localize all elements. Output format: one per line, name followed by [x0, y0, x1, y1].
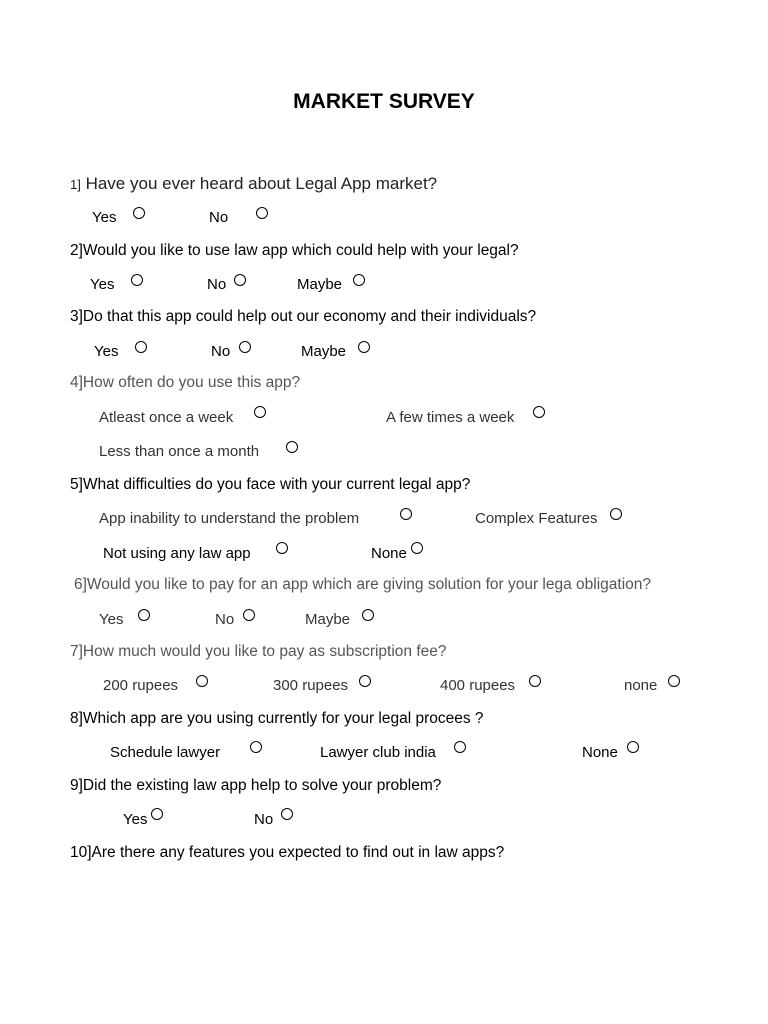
question-3: 3]Do that this app could help out our economy and their individuals? — [70, 308, 537, 325]
q4-option-weekly: Atleast once a week — [99, 409, 234, 426]
q8-radio-none[interactable] — [627, 741, 639, 753]
q5-option-inability: App inability to understand the problem — [99, 510, 360, 527]
q8-radio-schedule-lawyer[interactable] — [250, 741, 262, 753]
q6-option-maybe: Maybe — [305, 611, 351, 628]
q7-radio-200[interactable] — [196, 675, 208, 687]
q8-option-lawyer-club: Lawyer club india — [320, 744, 436, 761]
q5-radio-inability[interactable] — [400, 508, 412, 520]
q3-radio-no[interactable] — [239, 341, 251, 353]
q3-option-maybe: Maybe — [301, 343, 347, 360]
q8-option-none: None — [582, 744, 618, 761]
q4-option-monthly: Less than once a month — [99, 443, 260, 460]
q7-option-none: none — [624, 677, 658, 694]
q7-option-200: 200 rupees — [103, 677, 179, 694]
q1-option-yes: Yes — [92, 209, 117, 226]
q8-option-schedule-lawyer: Schedule lawyer — [110, 744, 221, 761]
q9-radio-no[interactable] — [281, 808, 293, 820]
q5-option-none: None — [371, 545, 407, 562]
q9-radio-yes[interactable] — [151, 808, 163, 820]
question-1-text: Have you ever heard about Legal App market? — [85, 174, 438, 193]
q1-option-no: No — [209, 209, 229, 226]
q5-radio-none[interactable] — [411, 542, 423, 554]
question-7: 7]How much would you like to pay as subscription fee? — [70, 643, 447, 660]
question-8: 8]Which app are you using currently for your legal procees ? — [70, 710, 484, 727]
q7-option-300: 300 rupees — [273, 677, 349, 694]
q4-option-few-times: A few times a week — [386, 409, 515, 426]
q6-option-no: No — [215, 611, 235, 628]
q5-option-complex: Complex Features — [475, 510, 598, 527]
q9-option-no: No — [254, 811, 274, 828]
question-5: 5]What difficulties do you face with your current legal app? — [70, 476, 471, 493]
question-6: 6]Would you like to pay for an app which are giving solution for your lega obligation? — [74, 576, 652, 593]
page-title: MARKET SURVEY — [293, 90, 475, 113]
q4-radio-weekly[interactable] — [254, 406, 266, 418]
q7-radio-400[interactable] — [529, 675, 541, 687]
q6-option-yes: Yes — [99, 611, 124, 628]
q3-option-yes: Yes — [94, 343, 119, 360]
question-2: 2]Would you like to use law app which could help with your legal? — [70, 242, 519, 259]
q7-option-400: 400 rupees — [440, 677, 516, 694]
q2-option-yes: Yes — [90, 276, 115, 293]
question-10: 10]Are there any features you expected to find out in law apps? — [70, 844, 505, 861]
q7-radio-none[interactable] — [668, 675, 680, 687]
q5-radio-complex[interactable] — [610, 508, 622, 520]
q2-radio-maybe[interactable] — [353, 274, 365, 286]
q2-radio-no[interactable] — [234, 274, 246, 286]
question-4: 4]How often do you use this app? — [70, 374, 301, 391]
q6-radio-yes[interactable] — [138, 609, 150, 621]
q1-radio-no[interactable] — [256, 207, 268, 219]
question-1 — [70, 174, 437, 194]
q2-radio-yes[interactable] — [131, 274, 143, 286]
q2-option-maybe: Maybe — [297, 276, 343, 293]
q2-option-no: No — [207, 276, 227, 293]
q7-radio-300[interactable] — [359, 675, 371, 687]
q4-radio-monthly[interactable] — [286, 441, 298, 453]
q3-option-no: No — [211, 343, 231, 360]
q9-option-yes: Yes — [123, 811, 148, 828]
q3-radio-yes[interactable] — [135, 341, 147, 353]
q3-radio-maybe[interactable] — [358, 341, 370, 353]
q1-radio-yes[interactable] — [133, 207, 145, 219]
question-1-number: 1] — [70, 177, 81, 192]
q5-option-not-using: Not using any law app — [103, 545, 251, 562]
q4-radio-few-times[interactable] — [533, 406, 545, 418]
q6-radio-no[interactable] — [243, 609, 255, 621]
q8-radio-lawyer-club[interactable] — [454, 741, 466, 753]
q6-radio-maybe[interactable] — [362, 609, 374, 621]
question-9: 9]Did the existing law app help to solve your problem? — [70, 777, 442, 794]
q5-radio-not-using[interactable] — [276, 542, 288, 554]
